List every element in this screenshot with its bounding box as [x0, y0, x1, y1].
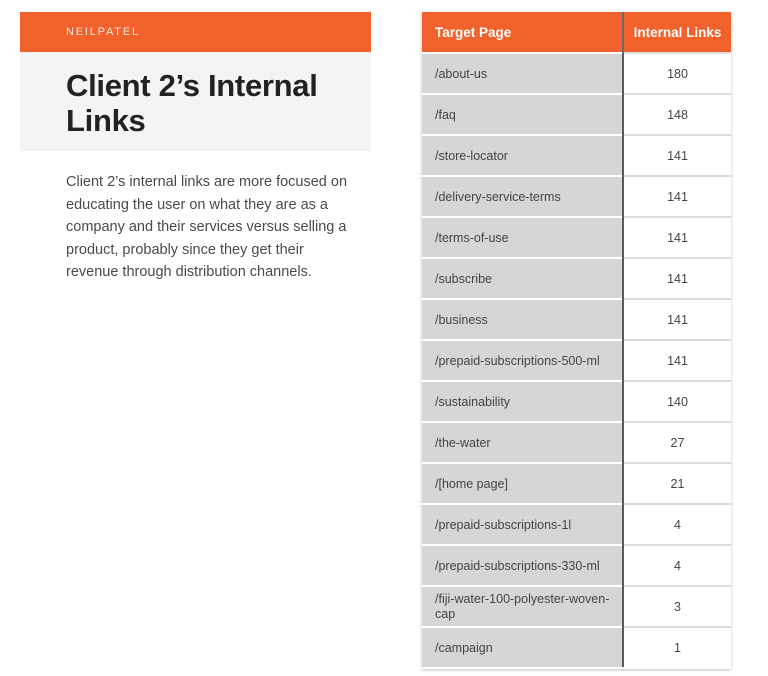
internal-links-cell: 180	[623, 53, 731, 94]
brand-bar	[20, 12, 371, 52]
internal-links-cell: 141	[623, 176, 731, 217]
table-row	[422, 135, 731, 176]
internal-links-cell: 21	[623, 463, 731, 504]
target-page-cell: /campaign	[422, 627, 623, 668]
target-page-cell: /faq	[422, 94, 623, 135]
internal-links-cell: 141	[623, 258, 731, 299]
table-row	[422, 422, 731, 463]
target-page-cell: /prepaid-subscriptions-330-ml	[422, 545, 623, 586]
target-page-cell: /fiji-water-100-polyester-woven-cap	[422, 586, 623, 627]
internal-links-cell: 148	[623, 94, 731, 135]
table-row	[422, 258, 731, 299]
table-row	[422, 217, 731, 258]
table-row	[422, 299, 731, 340]
table-row	[422, 381, 731, 422]
target-page-cell: /about-us	[422, 53, 623, 94]
table-row	[422, 463, 731, 504]
column-header-internal-links: Internal Links	[623, 12, 731, 53]
brand-name: NEILPATEL	[66, 26, 140, 38]
internal-links-cell: 141	[623, 340, 731, 381]
target-page-cell: /prepaid-subscriptions-1l	[422, 504, 623, 545]
table-header-row	[422, 12, 731, 53]
table-row	[422, 94, 731, 135]
internal-links-cell: 141	[623, 299, 731, 340]
target-page-cell: /subscribe	[422, 258, 623, 299]
target-page-cell: /the-water	[422, 422, 623, 463]
title-panel	[20, 52, 371, 151]
target-page-cell: /[home page]	[422, 463, 623, 504]
page-title: Client 2’s Internal Links	[66, 68, 318, 138]
table-row	[422, 627, 731, 668]
target-page-cell: /sustainability	[422, 381, 623, 422]
table-row	[422, 176, 731, 217]
description-text: Client 2’s internal links are more focused on educating the user on what they are as a company and their services versus selling a product, probably since they get their revenue through distribution channels.	[66, 174, 348, 280]
target-page-cell: /terms-of-use	[422, 217, 623, 258]
internal-links-table	[422, 12, 731, 669]
table-row	[422, 545, 731, 586]
internal-links-cell: 141	[623, 217, 731, 258]
internal-links-cell: 4	[623, 545, 731, 586]
target-page-cell: /delivery-service-terms	[422, 176, 623, 217]
column-header-target-page: Target Page	[422, 12, 623, 53]
table-row	[422, 504, 731, 545]
internal-links-cell: 1	[623, 627, 731, 668]
table-row	[422, 586, 731, 627]
target-page-cell: /prepaid-subscriptions-500-ml	[422, 340, 623, 381]
internal-links-cell: 141	[623, 135, 731, 176]
internal-links-cell: 140	[623, 381, 731, 422]
table-row	[422, 53, 731, 94]
table-row	[422, 340, 731, 381]
target-page-cell: /business	[422, 299, 623, 340]
internal-links-cell: 4	[623, 504, 731, 545]
internal-links-cell: 3	[623, 586, 731, 627]
internal-links-cell: 27	[623, 422, 731, 463]
article-card	[20, 12, 371, 284]
target-page-cell: /store-locator	[422, 135, 623, 176]
